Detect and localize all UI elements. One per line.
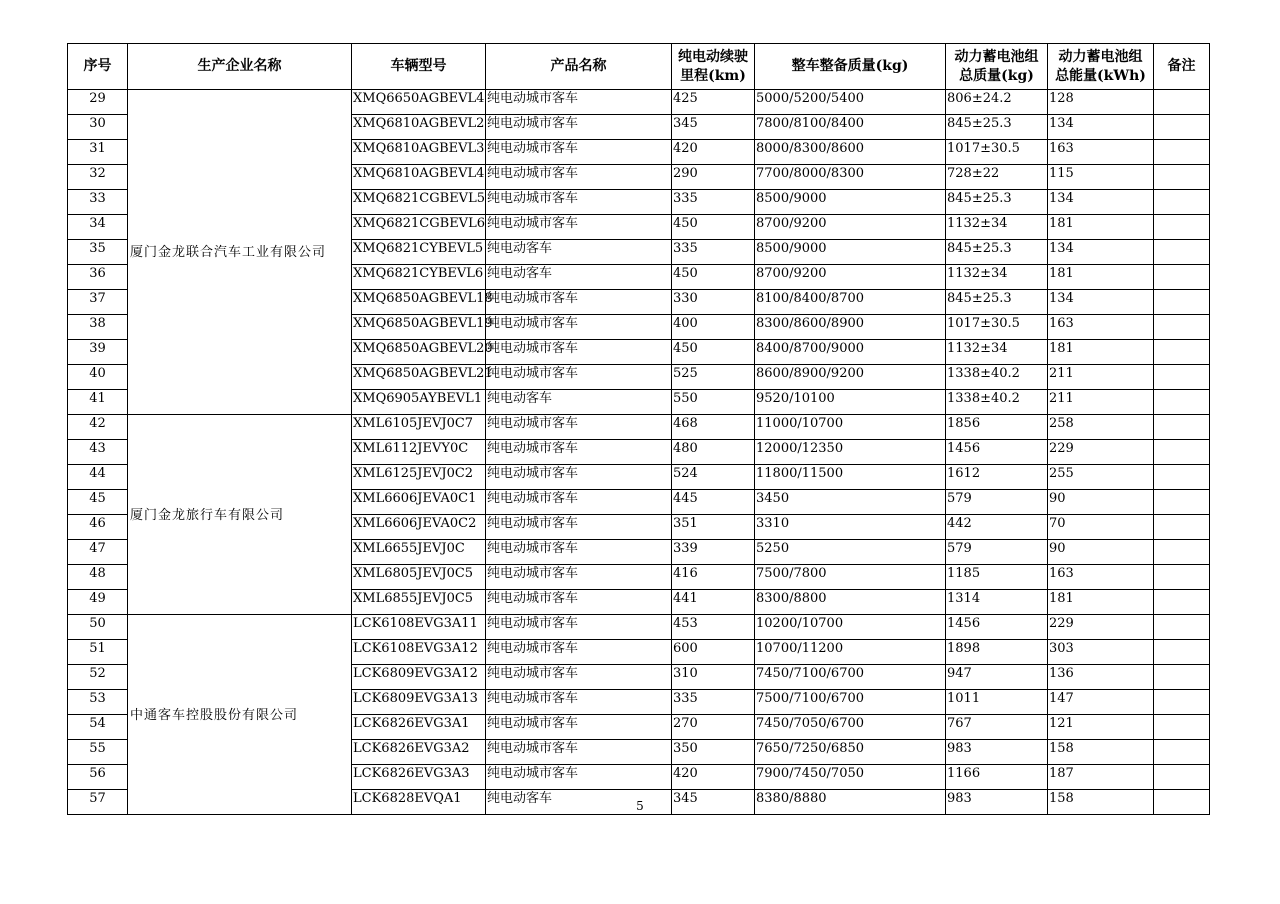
cell-model: XMQ6821CYBEVL5 bbox=[352, 240, 486, 265]
cell-note bbox=[1154, 415, 1210, 440]
table-row bbox=[68, 415, 1210, 440]
cell-note bbox=[1154, 740, 1210, 765]
cell-note bbox=[1154, 90, 1210, 115]
cell-seq: 47 bbox=[68, 540, 128, 565]
cell-seq: 33 bbox=[68, 190, 128, 215]
cell-note bbox=[1154, 465, 1210, 490]
cell-product: 纯电动城市客车 bbox=[486, 690, 672, 715]
cell-battery-mass: 1456 bbox=[946, 440, 1048, 465]
cell-battery-energy: 134 bbox=[1048, 290, 1154, 315]
cell-battery-energy: 255 bbox=[1048, 465, 1154, 490]
cell-note bbox=[1154, 165, 1210, 190]
cell-model: XML6805JEVJ0C5 bbox=[352, 565, 486, 590]
cell-model: XML6606JEVA0C1 bbox=[352, 490, 486, 515]
header-company: 生产企业名称 bbox=[128, 44, 352, 90]
cell-curb-mass: 8700/9200 bbox=[755, 215, 946, 240]
cell-battery-energy: 158 bbox=[1048, 790, 1154, 815]
cell-curb-mass: 8300/8800 bbox=[755, 590, 946, 615]
cell-battery-energy: 258 bbox=[1048, 415, 1154, 440]
cell-product: 纯电动城市客车 bbox=[486, 340, 672, 365]
cell-battery-mass: 1132±34 bbox=[946, 215, 1048, 240]
table-row bbox=[68, 90, 1210, 115]
cell-note bbox=[1154, 340, 1210, 365]
cell-product: 纯电动城市客车 bbox=[486, 315, 672, 340]
cell-seq: 39 bbox=[68, 340, 128, 365]
cell-note bbox=[1154, 190, 1210, 215]
cell-product: 纯电动客车 bbox=[486, 390, 672, 415]
cell-range: 339 bbox=[672, 540, 755, 565]
cell-range: 550 bbox=[672, 390, 755, 415]
cell-note bbox=[1154, 515, 1210, 540]
cell-product: 纯电动城市客车 bbox=[486, 90, 672, 115]
cell-battery-mass: 1338±40.2 bbox=[946, 365, 1048, 390]
cell-battery-energy: 90 bbox=[1048, 490, 1154, 515]
cell-range: 290 bbox=[672, 165, 755, 190]
cell-seq: 36 bbox=[68, 265, 128, 290]
cell-curb-mass: 7450/7100/6700 bbox=[755, 665, 946, 690]
cell-product: 纯电动城市客车 bbox=[486, 165, 672, 190]
header-curb-mass: 整车整备质量(kg) bbox=[755, 44, 946, 90]
cell-curb-mass: 7800/8100/8400 bbox=[755, 115, 946, 140]
cell-battery-mass: 983 bbox=[946, 740, 1048, 765]
header-battery-mass-line2: 总质量(kg) bbox=[959, 67, 1034, 84]
table-row bbox=[68, 615, 1210, 640]
cell-curb-mass: 9520/10100 bbox=[755, 390, 946, 415]
cell-battery-mass: 1017±30.5 bbox=[946, 315, 1048, 340]
cell-battery-mass: 947 bbox=[946, 665, 1048, 690]
cell-product: 纯电动城市客车 bbox=[486, 190, 672, 215]
cell-range: 335 bbox=[672, 690, 755, 715]
cell-battery-energy: 163 bbox=[1048, 315, 1154, 340]
cell-note bbox=[1154, 640, 1210, 665]
cell-battery-energy: 181 bbox=[1048, 215, 1154, 240]
cell-model: XML6606JEVA0C2 bbox=[352, 515, 486, 540]
cell-model: XMQ6850AGBEVL21 bbox=[352, 365, 486, 390]
cell-product: 纯电动城市客车 bbox=[486, 615, 672, 640]
cell-model: XMQ6850AGBEVL19 bbox=[352, 315, 486, 340]
cell-battery-energy: 158 bbox=[1048, 740, 1154, 765]
cell-product: 纯电动城市客车 bbox=[486, 140, 672, 165]
cell-curb-mass: 10200/10700 bbox=[755, 615, 946, 640]
cell-battery-energy: 134 bbox=[1048, 240, 1154, 265]
header-battery-energy bbox=[1048, 44, 1154, 90]
cell-curb-mass: 8000/8300/8600 bbox=[755, 140, 946, 165]
cell-note bbox=[1154, 115, 1210, 140]
cell-curb-mass: 7450/7050/6700 bbox=[755, 715, 946, 740]
cell-note bbox=[1154, 490, 1210, 515]
cell-battery-energy: 163 bbox=[1048, 140, 1154, 165]
cell-note bbox=[1154, 690, 1210, 715]
cell-battery-energy: 115 bbox=[1048, 165, 1154, 190]
cell-model: XML6125JEVJ0C2 bbox=[352, 465, 486, 490]
cell-seq: 56 bbox=[68, 765, 128, 790]
cell-range: 400 bbox=[672, 315, 755, 340]
cell-range: 450 bbox=[672, 215, 755, 240]
cell-note bbox=[1154, 265, 1210, 290]
cell-product: 纯电动城市客车 bbox=[486, 515, 672, 540]
cell-battery-mass: 1314 bbox=[946, 590, 1048, 615]
cell-model: LCK6826EVG3A2 bbox=[352, 740, 486, 765]
cell-seq: 42 bbox=[68, 415, 128, 440]
cell-curb-mass: 7900/7450/7050 bbox=[755, 765, 946, 790]
cell-battery-energy: 70 bbox=[1048, 515, 1154, 540]
cell-battery-energy: 147 bbox=[1048, 690, 1154, 715]
cell-range: 445 bbox=[672, 490, 755, 515]
header-range-line2: 里程(km) bbox=[680, 67, 746, 84]
table-header-row bbox=[68, 44, 1210, 90]
cell-model: LCK6826EVG3A3 bbox=[352, 765, 486, 790]
cell-product: 纯电动客车 bbox=[486, 265, 672, 290]
cell-range: 420 bbox=[672, 765, 755, 790]
cell-curb-mass: 8500/9000 bbox=[755, 240, 946, 265]
cell-battery-energy: 134 bbox=[1048, 190, 1154, 215]
cell-range: 450 bbox=[672, 265, 755, 290]
cell-curb-mass: 7700/8000/8300 bbox=[755, 165, 946, 190]
cell-battery-energy: 134 bbox=[1048, 115, 1154, 140]
cell-note bbox=[1154, 365, 1210, 390]
cell-battery-mass: 579 bbox=[946, 490, 1048, 515]
cell-product: 纯电动城市客车 bbox=[486, 115, 672, 140]
cell-curb-mass: 11000/10700 bbox=[755, 415, 946, 440]
cell-battery-mass: 1456 bbox=[946, 615, 1048, 640]
cell-range: 480 bbox=[672, 440, 755, 465]
cell-curb-mass: 8600/8900/9200 bbox=[755, 365, 946, 390]
cell-battery-energy: 90 bbox=[1048, 540, 1154, 565]
cell-seq: 45 bbox=[68, 490, 128, 515]
cell-range: 330 bbox=[672, 290, 755, 315]
cell-product: 纯电动客车 bbox=[486, 240, 672, 265]
cell-battery-mass: 983 bbox=[946, 790, 1048, 815]
cell-battery-mass: 442 bbox=[946, 515, 1048, 540]
cell-product: 纯电动城市客车 bbox=[486, 215, 672, 240]
header-battery-mass bbox=[946, 44, 1048, 90]
cell-curb-mass: 8300/8600/8900 bbox=[755, 315, 946, 340]
cell-seq: 53 bbox=[68, 690, 128, 715]
header-note: 备注 bbox=[1154, 44, 1210, 90]
cell-product: 纯电动城市客车 bbox=[486, 415, 672, 440]
header-range bbox=[672, 44, 755, 90]
cell-company: 厦门金龙旅行车有限公司 bbox=[128, 415, 352, 615]
cell-range: 351 bbox=[672, 515, 755, 540]
cell-battery-mass: 1132±34 bbox=[946, 265, 1048, 290]
cell-note bbox=[1154, 765, 1210, 790]
cell-curb-mass: 12000/12350 bbox=[755, 440, 946, 465]
cell-curb-mass: 5250 bbox=[755, 540, 946, 565]
cell-battery-mass: 845±25.3 bbox=[946, 190, 1048, 215]
cell-seq: 31 bbox=[68, 140, 128, 165]
cell-range: 425 bbox=[672, 90, 755, 115]
cell-model: LCK6828EVQA1 bbox=[352, 790, 486, 815]
cell-model: XML6105JEVJ0C7 bbox=[352, 415, 486, 440]
cell-range: 335 bbox=[672, 240, 755, 265]
vehicle-catalog-table bbox=[67, 43, 1210, 815]
cell-battery-energy: 128 bbox=[1048, 90, 1154, 115]
cell-model: XMQ6650AGBEVL4 bbox=[352, 90, 486, 115]
cell-note bbox=[1154, 315, 1210, 340]
cell-seq: 34 bbox=[68, 215, 128, 240]
cell-range: 270 bbox=[672, 715, 755, 740]
cell-range: 345 bbox=[672, 790, 755, 815]
cell-model: XML6112JEVY0C bbox=[352, 440, 486, 465]
cell-product: 纯电动城市客车 bbox=[486, 440, 672, 465]
cell-curb-mass: 3310 bbox=[755, 515, 946, 540]
cell-note bbox=[1154, 565, 1210, 590]
header-range-line1: 纯电动续驶 bbox=[678, 48, 748, 65]
cell-battery-energy: 121 bbox=[1048, 715, 1154, 740]
cell-battery-mass: 806±24.2 bbox=[946, 90, 1048, 115]
cell-battery-energy: 181 bbox=[1048, 590, 1154, 615]
cell-product: 纯电动客车 bbox=[486, 790, 672, 815]
cell-range: 416 bbox=[672, 565, 755, 590]
cell-curb-mass: 8100/8400/8700 bbox=[755, 290, 946, 315]
cell-curb-mass: 3450 bbox=[755, 490, 946, 515]
cell-curb-mass: 8380/8880 bbox=[755, 790, 946, 815]
cell-seq: 46 bbox=[68, 515, 128, 540]
page-number: 5 bbox=[636, 799, 644, 813]
cell-curb-mass: 8700/9200 bbox=[755, 265, 946, 290]
header-battery-mass-line1: 动力蓄电池组 bbox=[954, 48, 1039, 65]
cell-seq: 37 bbox=[68, 290, 128, 315]
cell-model: LCK6108EVG3A12 bbox=[352, 640, 486, 665]
cell-model: XMQ6821CYBEVL6 bbox=[352, 265, 486, 290]
cell-battery-energy: 181 bbox=[1048, 265, 1154, 290]
cell-range: 420 bbox=[672, 140, 755, 165]
cell-range: 350 bbox=[672, 740, 755, 765]
cell-range: 525 bbox=[672, 365, 755, 390]
cell-note bbox=[1154, 440, 1210, 465]
cell-model: XMQ6810AGBEVL2 bbox=[352, 115, 486, 140]
cell-battery-energy: 187 bbox=[1048, 765, 1154, 790]
cell-range: 600 bbox=[672, 640, 755, 665]
cell-seq: 29 bbox=[68, 90, 128, 115]
cell-model: LCK6826EVG3A1 bbox=[352, 715, 486, 740]
cell-note bbox=[1154, 540, 1210, 565]
cell-note bbox=[1154, 290, 1210, 315]
cell-product: 纯电动城市客车 bbox=[486, 765, 672, 790]
cell-product: 纯电动城市客车 bbox=[486, 365, 672, 390]
cell-curb-mass: 5000/5200/5400 bbox=[755, 90, 946, 115]
cell-seq: 57 bbox=[68, 790, 128, 815]
cell-model: XMQ6810AGBEVL3 bbox=[352, 140, 486, 165]
cell-range: 524 bbox=[672, 465, 755, 490]
cell-seq: 55 bbox=[68, 740, 128, 765]
cell-battery-energy: 303 bbox=[1048, 640, 1154, 665]
cell-battery-energy: 181 bbox=[1048, 340, 1154, 365]
cell-product: 纯电动城市客车 bbox=[486, 540, 672, 565]
cell-range: 468 bbox=[672, 415, 755, 440]
cell-curb-mass: 7650/7250/6850 bbox=[755, 740, 946, 765]
cell-battery-mass: 1856 bbox=[946, 415, 1048, 440]
cell-curb-mass: 7500/7100/6700 bbox=[755, 690, 946, 715]
cell-battery-mass: 767 bbox=[946, 715, 1048, 740]
cell-battery-mass: 728±22 bbox=[946, 165, 1048, 190]
cell-note bbox=[1154, 590, 1210, 615]
cell-seq: 50 bbox=[68, 615, 128, 640]
cell-model: LCK6809EVG3A13 bbox=[352, 690, 486, 715]
header-battery-energy-line1: 动力蓄电池组 bbox=[1058, 48, 1143, 65]
cell-company: 中通客车控股股份有限公司 bbox=[128, 615, 352, 815]
cell-product: 纯电动城市客车 bbox=[486, 715, 672, 740]
cell-battery-mass: 1017±30.5 bbox=[946, 140, 1048, 165]
header-model: 车辆型号 bbox=[352, 44, 486, 90]
cell-seq: 51 bbox=[68, 640, 128, 665]
cell-battery-mass: 1011 bbox=[946, 690, 1048, 715]
cell-model: XMQ6821CGBEVL5 bbox=[352, 190, 486, 215]
cell-battery-energy: 229 bbox=[1048, 440, 1154, 465]
cell-seq: 54 bbox=[68, 715, 128, 740]
cell-product: 纯电动城市客车 bbox=[486, 590, 672, 615]
cell-note bbox=[1154, 140, 1210, 165]
cell-model: XML6655JEVJ0C bbox=[352, 540, 486, 565]
cell-seq: 49 bbox=[68, 590, 128, 615]
cell-seq: 35 bbox=[68, 240, 128, 265]
cell-model: XMQ6810AGBEVL4 bbox=[352, 165, 486, 190]
cell-battery-mass: 1898 bbox=[946, 640, 1048, 665]
cell-seq: 40 bbox=[68, 365, 128, 390]
cell-seq: 44 bbox=[68, 465, 128, 490]
cell-model: LCK6108EVG3A11 bbox=[352, 615, 486, 640]
cell-product: 纯电动城市客车 bbox=[486, 740, 672, 765]
cell-range: 335 bbox=[672, 190, 755, 215]
cell-seq: 48 bbox=[68, 565, 128, 590]
cell-seq: 41 bbox=[68, 390, 128, 415]
cell-product: 纯电动城市客车 bbox=[486, 490, 672, 515]
cell-product: 纯电动城市客车 bbox=[486, 290, 672, 315]
cell-note bbox=[1154, 390, 1210, 415]
cell-seq: 30 bbox=[68, 115, 128, 140]
cell-battery-mass: 1338±40.2 bbox=[946, 390, 1048, 415]
cell-product: 纯电动城市客车 bbox=[486, 665, 672, 690]
cell-model: XMQ6821CGBEVL6 bbox=[352, 215, 486, 240]
cell-note bbox=[1154, 215, 1210, 240]
cell-battery-mass: 845±25.3 bbox=[946, 240, 1048, 265]
cell-note bbox=[1154, 615, 1210, 640]
cell-battery-mass: 845±25.3 bbox=[946, 290, 1048, 315]
cell-model: XMQ6850AGBEVL20 bbox=[352, 340, 486, 365]
cell-battery-mass: 1185 bbox=[946, 565, 1048, 590]
table-body bbox=[68, 90, 1210, 815]
cell-model: XMQ6905AYBEVL1 bbox=[352, 390, 486, 415]
cell-model: XML6855JEVJ0C5 bbox=[352, 590, 486, 615]
cell-curb-mass: 11800/11500 bbox=[755, 465, 946, 490]
cell-product: 纯电动城市客车 bbox=[486, 640, 672, 665]
cell-company: 厦门金龙联合汽车工业有限公司 bbox=[128, 90, 352, 415]
cell-product: 纯电动城市客车 bbox=[486, 565, 672, 590]
cell-battery-mass: 1166 bbox=[946, 765, 1048, 790]
cell-model: LCK6809EVG3A12 bbox=[352, 665, 486, 690]
cell-range: 453 bbox=[672, 615, 755, 640]
cell-product: 纯电动城市客车 bbox=[486, 465, 672, 490]
cell-battery-mass: 845±25.3 bbox=[946, 115, 1048, 140]
cell-battery-energy: 211 bbox=[1048, 365, 1154, 390]
header-seq: 序号 bbox=[68, 44, 128, 90]
cell-seq: 43 bbox=[68, 440, 128, 465]
cell-seq: 38 bbox=[68, 315, 128, 340]
cell-curb-mass: 8400/8700/9000 bbox=[755, 340, 946, 365]
cell-battery-energy: 163 bbox=[1048, 565, 1154, 590]
cell-battery-mass: 1612 bbox=[946, 465, 1048, 490]
header-product: 产品名称 bbox=[486, 44, 672, 90]
cell-seq: 52 bbox=[68, 665, 128, 690]
cell-range: 345 bbox=[672, 115, 755, 140]
cell-range: 310 bbox=[672, 665, 755, 690]
cell-note bbox=[1154, 665, 1210, 690]
cell-note bbox=[1154, 240, 1210, 265]
cell-battery-mass: 1132±34 bbox=[946, 340, 1048, 365]
cell-battery-mass: 579 bbox=[946, 540, 1048, 565]
cell-curb-mass: 7500/7800 bbox=[755, 565, 946, 590]
cell-battery-energy: 229 bbox=[1048, 615, 1154, 640]
cell-battery-energy: 211 bbox=[1048, 390, 1154, 415]
cell-note bbox=[1154, 715, 1210, 740]
cell-curb-mass: 10700/11200 bbox=[755, 640, 946, 665]
cell-seq: 32 bbox=[68, 165, 128, 190]
cell-battery-energy: 136 bbox=[1048, 665, 1154, 690]
cell-model: XMQ6850AGBEVL18 bbox=[352, 290, 486, 315]
header-battery-energy-line2: 总能量(kWh) bbox=[1055, 67, 1146, 84]
cell-range: 441 bbox=[672, 590, 755, 615]
cell-range: 450 bbox=[672, 340, 755, 365]
cell-curb-mass: 8500/9000 bbox=[755, 190, 946, 215]
